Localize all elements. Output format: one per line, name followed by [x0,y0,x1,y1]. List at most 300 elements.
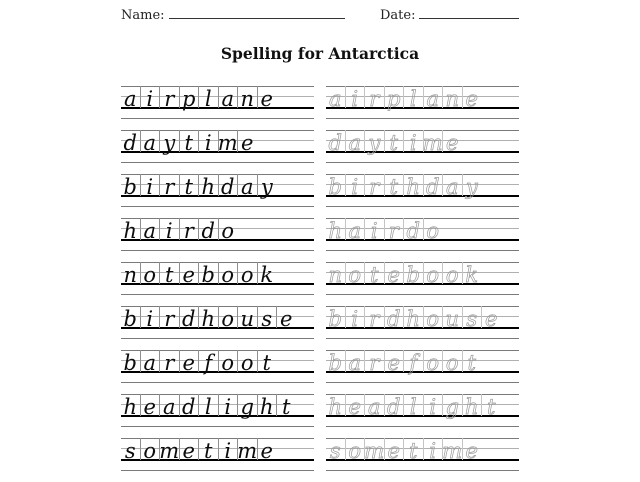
letter-cell [121,438,141,463]
letter-cell [238,394,258,419]
letter-cell [238,130,257,155]
letter-cell [404,394,424,419]
trace-word-row [326,262,519,306]
letter-cell [424,394,444,419]
letter-cell [424,438,444,463]
trace-letter: e [465,87,478,111]
trace-letter: i [351,175,359,199]
model-letter: r [164,351,175,375]
trace-word[interactable] [326,218,442,243]
trace-letter: b [406,263,420,287]
model-letter: y [163,131,176,155]
trace-letter: o [445,263,459,287]
letter-cell [219,306,239,331]
model-letter: u [240,307,255,331]
trace-letter: i [351,87,359,111]
guide-line-bot [121,294,314,295]
letter-cell [443,262,463,287]
trace-letter: o [348,263,362,287]
model-letter: n [123,263,138,287]
model-letter: r [164,87,175,111]
trace-letter: h [406,307,421,331]
model-letter: e [182,263,195,287]
guide-line-bot [326,382,519,383]
trace-word[interactable] [326,394,501,419]
model-word-row [121,218,314,262]
letter-cell [258,350,277,375]
letter-cell [424,262,444,287]
trace-word[interactable] [326,174,481,199]
model-word-row [121,86,314,130]
letter-cell [443,350,463,375]
letter-cell [238,350,258,375]
model-word-row [121,262,314,306]
letter-cell [160,394,180,419]
letter-cell [346,438,366,463]
model-letter: i [224,439,232,463]
model-word-row [121,394,314,438]
letter-cell [199,306,219,331]
letter-cell [326,174,346,199]
model-word-row [121,350,314,394]
trace-word[interactable] [326,86,481,111]
letter-cell [219,438,239,463]
letter-cell [258,438,277,463]
letter-cell [385,218,405,243]
letter-cell [199,394,219,419]
trace-letter: r [369,307,380,331]
guide-line-bot [121,382,314,383]
letter-cell [217,130,239,155]
model-word [121,438,276,463]
letter-cell [424,306,444,331]
trace-letter: t [389,131,398,155]
guide-line-bot [121,162,314,163]
model-letter: e [260,87,273,111]
model-letter: b [201,263,215,287]
model-letter: i [146,87,154,111]
trace-letter: f [409,351,418,375]
letter-cell [404,130,424,155]
trace-letter: g [445,395,459,419]
date-field[interactable] [380,6,519,23]
date-blank-line[interactable] [419,6,519,19]
letter-cell [160,262,180,287]
letter-cell [463,394,483,419]
letter-cell [160,86,180,111]
letter-cell [326,130,346,155]
guide-line-bot [326,206,519,207]
letter-cell [463,306,483,331]
letter-cell [422,130,444,155]
model-word-row [121,438,314,482]
model-letter: t [204,439,213,463]
trace-letter: d [426,175,440,199]
letter-cell [141,394,161,419]
guide-line-bot [326,470,519,471]
letter-cell [346,306,366,331]
letter-cell [346,350,366,375]
model-letter: o [221,263,235,287]
model-word [121,174,276,199]
model-letter: a [143,131,157,155]
trace-word[interactable] [326,306,501,331]
trace-word-row [326,394,519,438]
trace-letter: y [368,131,381,155]
letter-cell [121,86,141,111]
trace-letter: l [409,395,417,419]
trace-letter: e [485,307,498,331]
trace-word-row [326,86,519,130]
letter-cell [219,350,239,375]
letter-cell [141,218,161,243]
trace-letter: i [429,439,437,463]
name-blank-line[interactable] [169,6,345,19]
model-letter: y [260,175,273,199]
letter-cell [121,394,141,419]
trace-letter: a [348,219,362,243]
trace-letter: b [328,351,342,375]
trace-letter: i [351,307,359,331]
trace-letter: o [426,219,440,243]
trace-letter: r [369,87,380,111]
model-letter: t [165,263,174,287]
model-word [121,262,276,287]
letter-cell [121,174,141,199]
letter-cell [219,394,239,419]
letter-cell [141,306,161,331]
letter-cell [180,438,200,463]
letter-cell [443,306,463,331]
letter-cell [463,438,482,463]
model-letter: l [204,87,212,111]
guide-line-bot [121,470,314,471]
model-word-row [121,174,314,218]
letter-cell [385,394,405,419]
guide-line-bot [121,118,314,119]
trace-letter: m [364,439,385,463]
name-label: Name: [121,8,165,23]
trace-word[interactable] [326,262,481,287]
letter-cell [326,86,346,111]
letter-cell [385,86,405,111]
model-letter: h [201,175,216,199]
letter-cell [463,350,482,375]
trace-letter: h [406,175,421,199]
model-letter: e [182,351,195,375]
letter-cell [365,130,385,155]
letter-cell [160,306,180,331]
model-letter: t [282,395,291,419]
trace-letter: p [387,87,401,111]
model-letter: a [143,219,157,243]
letter-cell [365,262,385,287]
trace-letter: t [370,263,379,287]
trace-letter: h [328,395,343,419]
model-letter: g [240,395,254,419]
model-letter: i [204,131,212,155]
model-letter: h [123,395,138,419]
letter-cell [121,130,141,155]
model-letter: a [143,351,157,375]
trace-letter: e [348,395,361,419]
letter-cell [277,394,296,419]
model-letter: d [182,307,196,331]
guide-line-bot [326,426,519,427]
model-letter: o [221,351,235,375]
trace-letter: u [445,307,460,331]
model-letter: o [240,263,254,287]
letter-cell [404,86,424,111]
letter-cell [364,438,385,463]
model-letter: a [240,175,254,199]
letter-cell [443,394,463,419]
trace-letter: o [426,351,440,375]
letter-cell [180,130,200,155]
model-letter: h [123,219,138,243]
letter-cell [237,438,258,463]
model-letter: d [123,131,137,155]
trace-letter: b [328,175,342,199]
trace-words-column [326,86,519,482]
trace-letter: b [328,307,342,331]
letter-cell [365,218,385,243]
letter-cell [180,174,200,199]
letter-cell [141,350,161,375]
trace-letter: r [369,351,380,375]
letter-cell [219,174,239,199]
trace-letter: o [426,307,440,331]
letter-cell [404,174,424,199]
letter-cell [385,350,405,375]
model-letter: i [165,219,173,243]
letter-cell [180,394,200,419]
model-letter: i [146,307,154,331]
letter-cell [180,306,200,331]
letter-cell [424,218,443,243]
letter-cell [258,394,278,419]
model-letter: r [164,175,175,199]
letter-cell [238,306,258,331]
letter-cell [277,306,296,331]
letter-cell [365,394,385,419]
trace-letter: d [387,395,401,419]
model-letter: f [204,351,213,375]
letter-cell [258,174,277,199]
guide-line-bot [121,338,314,339]
trace-letter: a [328,87,342,111]
name-field[interactable] [121,6,345,23]
trace-letter: h [328,219,343,243]
letter-cell [365,174,385,199]
letter-cell [258,306,278,331]
trace-letter: t [467,351,476,375]
letter-cell [141,174,161,199]
trace-word-row [326,306,519,350]
model-word-row [121,130,314,174]
guide-line-bot [326,118,519,119]
model-words-column [121,86,314,482]
model-letter: e [280,307,293,331]
letter-cell [219,86,239,111]
trace-letter: o [348,439,362,463]
trace-word-row [326,174,519,218]
model-letter: e [241,131,254,155]
trace-word-row [326,438,519,482]
trace-letter: a [426,87,440,111]
letter-cell [346,394,366,419]
letter-cell [141,86,161,111]
letter-cell [424,174,444,199]
letter-cell [365,306,385,331]
letter-cell [199,218,219,243]
model-letter: h [201,307,216,331]
trace-letter: m [442,439,463,463]
trace-letter: o [426,263,440,287]
model-letter: o [221,307,235,331]
letter-cell [121,218,141,243]
letter-cell [404,218,424,243]
date-label: Date: [380,8,416,23]
trace-letter: d [328,131,342,155]
model-letter: s [124,439,136,463]
model-letter: o [240,351,254,375]
trace-word-row [326,350,519,394]
trace-letter: t [389,175,398,199]
letter-cell [160,130,180,155]
letter-cell [160,174,180,199]
model-letter: i [224,395,232,419]
letter-cell [121,262,141,287]
trace-word[interactable] [326,130,462,155]
trace-letter: e [387,263,400,287]
model-letter: b [123,351,137,375]
model-letter: t [184,175,193,199]
letter-cell [258,262,277,287]
letter-cell [346,218,366,243]
letter-cell [404,438,424,463]
trace-letter: s [329,439,341,463]
trace-letter: m [422,131,443,155]
trace-letter: t [487,395,496,419]
letter-cell [219,262,239,287]
guide-line-bot [121,206,314,207]
letter-cell [404,306,424,331]
guide-line-bot [326,294,519,295]
trace-letter: a [445,175,459,199]
guide-line-bot [326,250,519,251]
trace-letter: s [466,307,478,331]
model-letter: d [182,395,196,419]
letter-cell [180,350,200,375]
letter-cell [199,350,219,375]
trace-letter: o [445,351,459,375]
model-letter: o [143,439,157,463]
letter-cell [346,262,366,287]
trace-word[interactable] [326,350,481,375]
trace-letter: y [465,175,478,199]
model-letter: m [237,439,258,463]
letter-cell [180,218,200,243]
trace-letter: r [388,219,399,243]
letter-cell [199,130,219,155]
model-letter: a [221,87,235,111]
letter-cell [385,438,405,463]
model-letter: d [201,219,215,243]
letter-cell [365,350,385,375]
model-word [121,130,257,155]
model-letter: m [159,439,180,463]
letter-cell [385,174,405,199]
model-word-row [121,306,314,350]
letter-cell [443,174,463,199]
model-word [121,306,296,331]
model-letter: d [221,175,235,199]
letter-cell [219,218,238,243]
model-letter: r [183,219,194,243]
letter-cell [238,174,258,199]
guide-line-bot [326,338,519,339]
trace-word-row [326,218,519,262]
worksheet-title: Spelling for Antarctica [220,44,420,63]
letter-cell [326,262,346,287]
letter-cell [482,394,501,419]
letter-cell [326,438,346,463]
trace-letter: e [387,351,400,375]
trace-word-row [326,130,519,174]
model-word [121,218,237,243]
trace-letter: i [370,219,378,243]
letter-cell [463,262,482,287]
model-letter: h [259,395,274,419]
letter-cell [404,350,424,375]
trace-letter: t [409,439,418,463]
letter-cell [443,130,462,155]
letter-cell [365,86,385,111]
model-letter: e [182,439,195,463]
trace-word[interactable] [326,438,481,463]
letter-cell [385,306,405,331]
letter-cell [160,218,180,243]
letter-cell [326,394,346,419]
model-letter: e [260,439,273,463]
letter-cell [238,262,258,287]
trace-letter: k [465,263,479,287]
letter-cell [258,86,277,111]
letter-cell [159,438,180,463]
letter-cell [199,174,219,199]
model-letter: m [217,131,238,155]
letter-cell [346,130,366,155]
letter-cell [424,86,444,111]
trace-letter: a [348,131,362,155]
model-letter: n [240,87,255,111]
letter-cell [482,306,501,331]
trace-letter: h [464,395,479,419]
letter-cell [326,350,346,375]
letter-cell [180,86,200,111]
model-word [121,394,296,419]
letter-cell [326,306,346,331]
letter-cell [180,262,200,287]
letter-cell [424,350,444,375]
trace-letter: a [348,351,362,375]
model-letter: p [182,87,196,111]
model-letter: a [123,87,137,111]
letter-cell [199,438,219,463]
letter-cell [121,350,141,375]
letter-cell [121,306,141,331]
